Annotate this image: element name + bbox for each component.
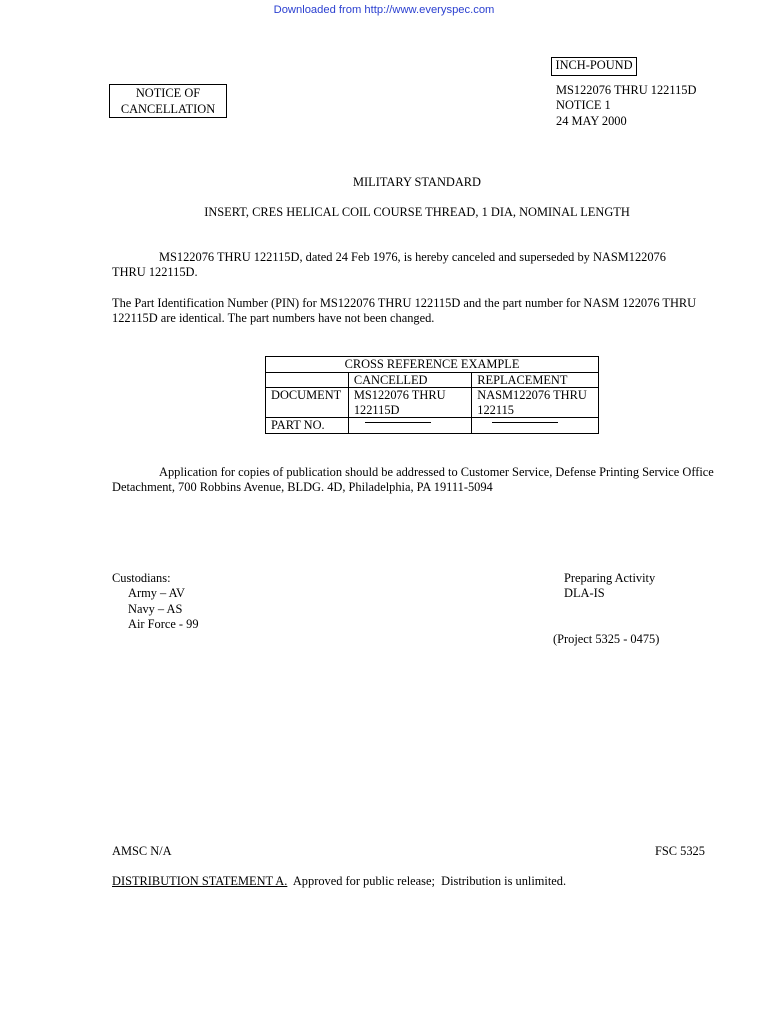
table-header-replacement: REPLACEMENT	[472, 372, 599, 388]
notice-box-line-1: NOTICE OF	[135, 86, 201, 100]
paragraph-application-line-1: Application for copies of publication should be addressed to Customer Service, Defense Printing Service Office	[159, 465, 714, 479]
project-number: (Project 5325 - 0475)	[553, 632, 660, 646]
preparing-activity-heading: Preparing Activity	[564, 571, 656, 585]
paragraph-cancellation-line-2: THRU 122115D.	[112, 265, 198, 280]
custodian-air-force: Air Force - 99	[128, 617, 199, 632]
notice-box-line-2: CANCELLATION	[120, 101, 216, 116]
distribution-statement-label: DISTRIBUTION STATEMENT A.	[112, 874, 288, 888]
notice-of-cancellation-box	[109, 84, 227, 118]
blank-line	[492, 422, 558, 423]
blank-line	[365, 422, 431, 423]
document-id: MS122076 THRU 122115D	[556, 83, 697, 97]
document-id-block	[556, 83, 696, 129]
inch-pound-label: INCH-POUND	[551, 57, 637, 76]
table-header-blank	[266, 372, 349, 388]
source-link[interactable]: Downloaded from http://www.everyspec.com	[273, 4, 495, 16]
distribution-statement-text: Approved for public release; Distribution is unlimited.	[287, 874, 567, 888]
table-cell-part-replacement	[472, 418, 599, 434]
notice-number: NOTICE 1	[556, 98, 611, 113]
table-caption-row	[266, 357, 599, 373]
cell-line: 122115D	[353, 402, 400, 417]
table-cell-document-replacement	[472, 388, 599, 418]
cell-line: NASM122076 THRU	[477, 388, 587, 403]
custodians-heading: Custodians:	[112, 571, 171, 585]
fsc-label: FSC 5325	[655, 844, 705, 858]
custodians-block	[112, 571, 199, 633]
preparing-activity-block	[564, 571, 655, 602]
distribution-statement	[112, 874, 566, 889]
table-row-label-document: DOCUMENT	[266, 388, 349, 418]
table-header-row	[266, 372, 599, 388]
table-row	[266, 418, 599, 434]
cell-line: MS122076 THRU	[353, 388, 446, 403]
paragraph-pin	[112, 296, 696, 327]
cell-line: 122115	[477, 402, 514, 417]
cross-reference-table	[265, 356, 599, 434]
paragraph-cancellation	[112, 250, 666, 281]
paragraph-pin-line-1: The Part Identification Number (PIN) for MS122076 THRU 122115D and the part number for NASM 122076 THRU	[112, 296, 697, 310]
preparing-activity-name: DLA-IS	[564, 586, 605, 601]
table-cell-document-cancelled	[348, 388, 471, 418]
table-cell-part-cancelled	[348, 418, 471, 434]
paragraph-application-line-2: Detachment, 700 Robbins Avenue, BLDG. 4D, Philadelphia, PA 19111-5094	[112, 480, 493, 495]
title-item: INSERT, CRES HELICAL COIL COURSE THREAD, 1 DIA, NOMINAL LENGTH	[204, 205, 630, 219]
paragraph-cancellation-line-1: MS122076 THRU 122115D, dated 24 Feb 1976, is hereby canceled and superseded by NASM122076	[159, 250, 666, 264]
custodian-army: Army – AV	[128, 586, 185, 601]
paragraph-application	[112, 465, 714, 496]
paragraph-pin-line-2: 122115D are identical. The part numbers have not been changed.	[112, 311, 435, 326]
title-military-standard: MILITARY STANDARD	[353, 175, 481, 189]
table-header-cancelled: CANCELLED	[348, 372, 471, 388]
table-row	[266, 388, 599, 418]
table-caption: CROSS REFERENCE EXAMPLE	[266, 357, 599, 373]
table-row-label-part-no: PART NO.	[266, 418, 349, 434]
notice-date: 24 MAY 2000	[556, 113, 627, 128]
amsc-label: AMSC N/A	[112, 844, 172, 858]
custodian-navy: Navy – AS	[128, 601, 183, 616]
